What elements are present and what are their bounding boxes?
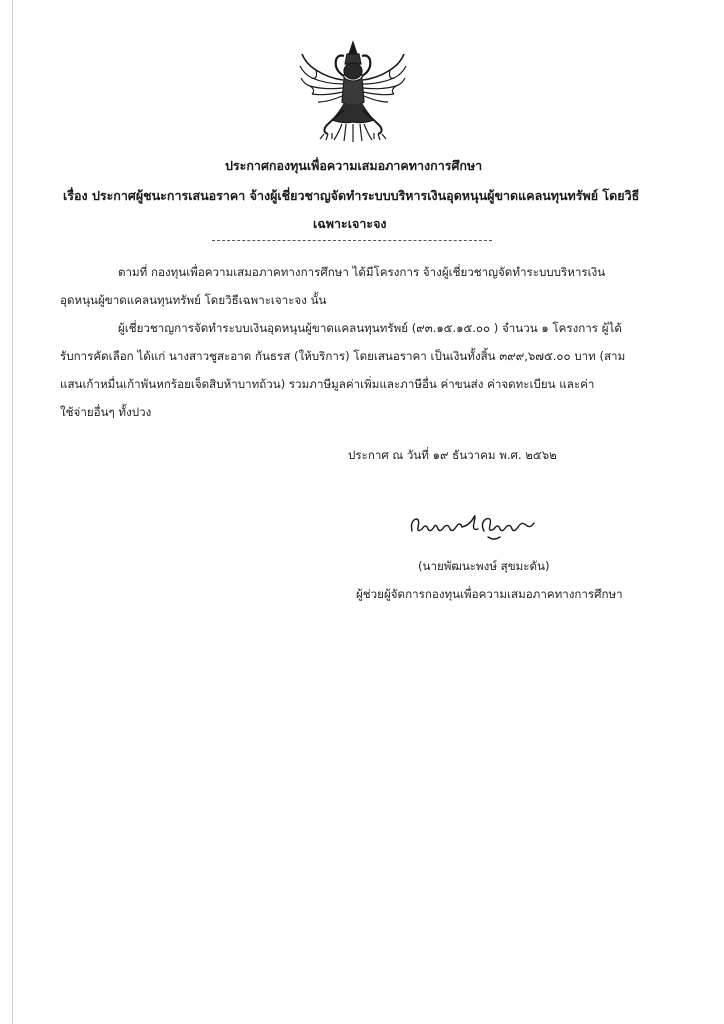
body-line-2: อุดหนุนผู้ขาดแคลนทุนทรัพย์ โดยวิธีเฉพาะเจาะจง นั้น: [60, 293, 327, 307]
signer-name: (นายพัฒนะพงษ์ สุขมะดัน): [418, 559, 550, 573]
body-line-6: ใช้จ่ายอื่นๆ ทั้งปวง: [60, 405, 152, 419]
body-line-3: ผู้เชี่ยวชาญการจัดทำระบบเงินอุดหนุนผู้ขาดแคลนทุนทรัพย์ (๙๓.๑๕.๑๕.๐๐ ) จำนวน ๑ โครงการ ผู้ได้: [118, 321, 622, 335]
signer-position: ผู้ช่วยผู้จัดการกองทุนเพื่อความเสมอภาคทางการศึกษา: [356, 587, 623, 601]
announcement-title: ประกาศกองทุนเพื่อความเสมอภาคทางการศึกษา: [225, 158, 483, 173]
body-line-5: แสนเก้าหมื่นเก้าพันหกร้อยเจ็ดสิบห้าบาทถ้วน) รวมภาษีมูลค่าเพิ่มและภาษีอื่น ค่าขนส่ง ค่าจดทะเบียน และค่า: [60, 377, 595, 391]
announcement-subject-line-1: เรื่อง ประกาศผู้ชนะการเสนอราคา จ้างผู้เชี่ยวชาญจัดทำระบบบริหารเงินอุดหนุนผู้ขาดแคลนทุนทรัพย์ โดยวิธี: [63, 188, 640, 203]
announcement-date: ประกาศ ณ วันที่ ๑๙ ธันวาคม พ.ศ. ๒๕๖๒: [348, 448, 557, 462]
garuda-emblem-icon: [298, 40, 408, 145]
announcement-subject-line-2: เฉพาะเจาะจง: [313, 216, 387, 231]
body-line-1: ตามที่ กองทุนเพื่อความเสมอภาคทางการศึกษา ได้มีโครงการ จ้างผู้เชี่ยวชาญจัดทำระบบบริหารเงิน: [118, 265, 606, 279]
header-separator: [212, 240, 492, 241]
page-left-edge: [12, 0, 13, 1024]
handwritten-signature-icon: [408, 505, 538, 545]
body-line-4: รับการคัดเลือก ได้แก่ นางสาวชูสะอาด กันธรส (ให้บริการ) โดยเสนอราคา เป็นเงินทั้งสิ้น ๓๙๙,๖๗๕.๐๐ บาท (สาม: [60, 349, 626, 363]
